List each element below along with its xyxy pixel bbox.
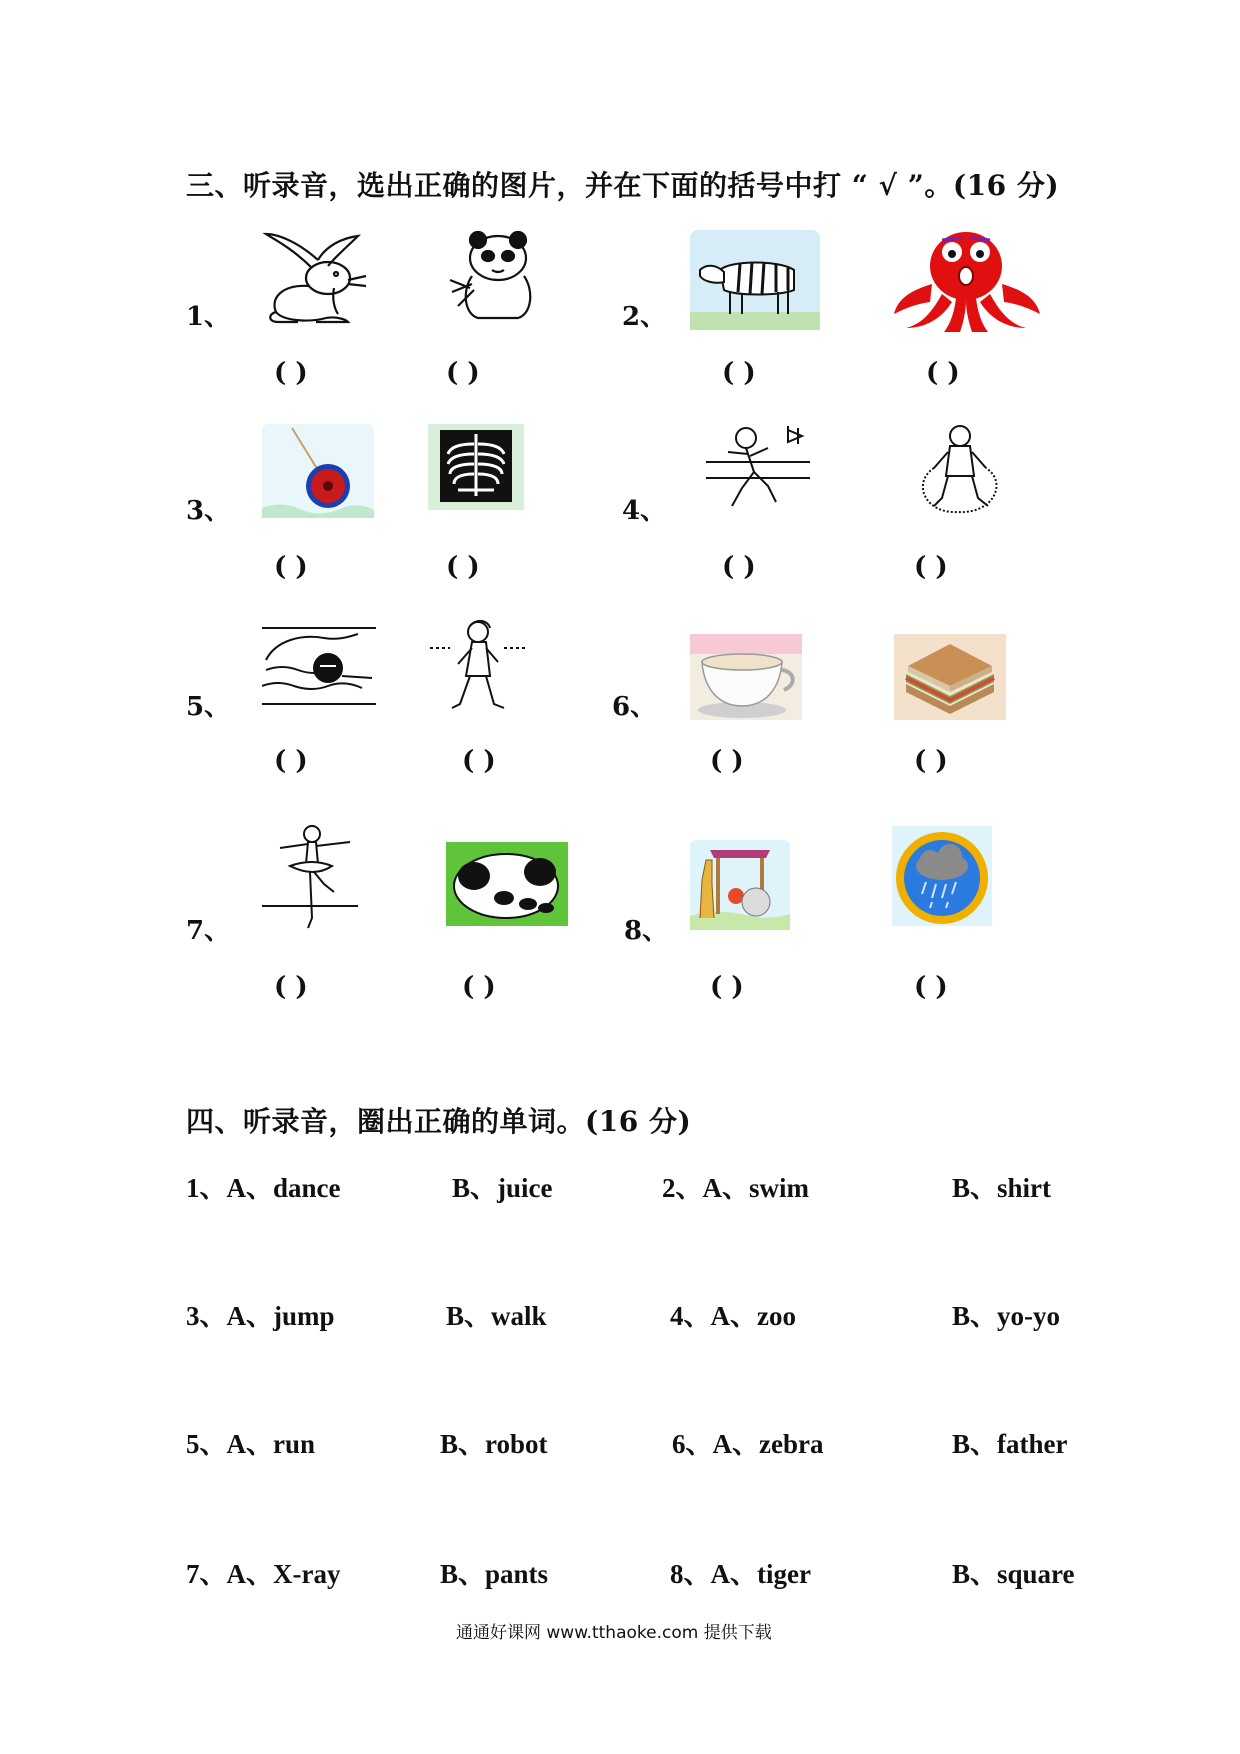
answer-paren-8b[interactable]: ( ) [914, 972, 948, 1002]
question-number-3: 3、 [186, 496, 231, 526]
sandwich-picture[interactable] [894, 634, 1006, 720]
swimming-boy-drawing[interactable] [262, 620, 376, 712]
answer-paren-3a[interactable]: ( ) [274, 552, 308, 582]
rabbit-drawing[interactable] [262, 228, 372, 324]
octopus-picture[interactable] [892, 228, 1042, 332]
word-option-1b[interactable]: B、juice [452, 1173, 553, 1203]
zebra-picture[interactable] [690, 230, 820, 330]
word-option-6a[interactable]: 6、A、zebra [672, 1429, 824, 1459]
footer-credit: 通通好课网 www.tthaoke.com 提供下载 [456, 1623, 772, 1643]
word-option-7a[interactable]: 7、A、X-ray [186, 1559, 341, 1589]
section4-heading: 四、听录音，圈出正确的单词。(16 分) [186, 1105, 692, 1138]
question-number-4: 4、 [622, 496, 667, 526]
answer-paren-2b[interactable]: ( ) [926, 358, 960, 388]
answer-paren-5a[interactable]: ( ) [274, 746, 308, 776]
skipping-boy-drawing[interactable] [908, 422, 1012, 516]
answer-paren-3b[interactable]: ( ) [446, 552, 480, 582]
answer-paren-6b[interactable]: ( ) [914, 746, 948, 776]
section3-heading: 三、听录音，选出正确的图片，并在下面的括号中打 “ √ ”。(16 分) [186, 169, 1060, 202]
answer-paren-7a[interactable]: ( ) [274, 972, 308, 1002]
word-option-5a[interactable]: 5、A、run [186, 1429, 316, 1459]
word-option-3a[interactable]: 3、A、jump [186, 1301, 335, 1331]
word-option-8b[interactable]: B、square [952, 1559, 1075, 1589]
answer-paren-5b[interactable]: ( ) [462, 746, 496, 776]
ballet-dancer-drawing[interactable] [262, 822, 362, 930]
word-option-2a[interactable]: 2、A、swim [662, 1173, 809, 1203]
word-option-4b[interactable]: B、yo-yo [952, 1301, 1060, 1331]
answer-paren-1a[interactable]: ( ) [274, 358, 308, 388]
yo-yo-picture[interactable] [262, 424, 374, 518]
word-option-3b[interactable]: B、walk [446, 1301, 547, 1331]
answer-paren-2a[interactable]: ( ) [722, 358, 756, 388]
word-option-6b[interactable]: B、father [952, 1429, 1068, 1459]
panda-drawing[interactable] [448, 230, 544, 322]
walking-girl-drawing[interactable] [430, 618, 526, 714]
question-number-2: 2、 [622, 302, 667, 332]
question-number-7: 7、 [186, 916, 231, 946]
word-option-7b[interactable]: B、pants [440, 1559, 549, 1589]
word-option-8a[interactable]: 8、A、tiger [670, 1559, 811, 1589]
answer-paren-1b[interactable]: ( ) [446, 358, 480, 388]
word-option-5b[interactable]: B、robot [440, 1429, 548, 1459]
answer-paren-4b[interactable]: ( ) [914, 552, 948, 582]
answer-paren-7b[interactable]: ( ) [462, 972, 496, 1002]
rain-cloud-picture[interactable] [892, 826, 992, 934]
question-number-5: 5、 [186, 692, 231, 722]
x-ray-picture[interactable] [428, 424, 524, 510]
word-option-2b[interactable]: B、shirt [952, 1173, 1052, 1203]
question-number-6: 6、 [612, 692, 657, 722]
answer-paren-8a[interactable]: ( ) [710, 972, 744, 1002]
answer-paren-4a[interactable]: ( ) [722, 552, 756, 582]
question-number-8: 8、 [624, 916, 669, 946]
answer-paren-6a[interactable]: ( ) [710, 746, 744, 776]
cup-picture[interactable] [690, 634, 802, 720]
word-option-1a[interactable]: 1、A、dance [186, 1173, 341, 1203]
question-number-1: 1、 [186, 302, 231, 332]
zoo-picture[interactable] [690, 840, 790, 930]
running-boy-drawing[interactable] [706, 422, 810, 514]
sleeping-panda-picture[interactable] [446, 842, 568, 926]
word-option-4a[interactable]: 4、A、zoo [670, 1301, 796, 1331]
